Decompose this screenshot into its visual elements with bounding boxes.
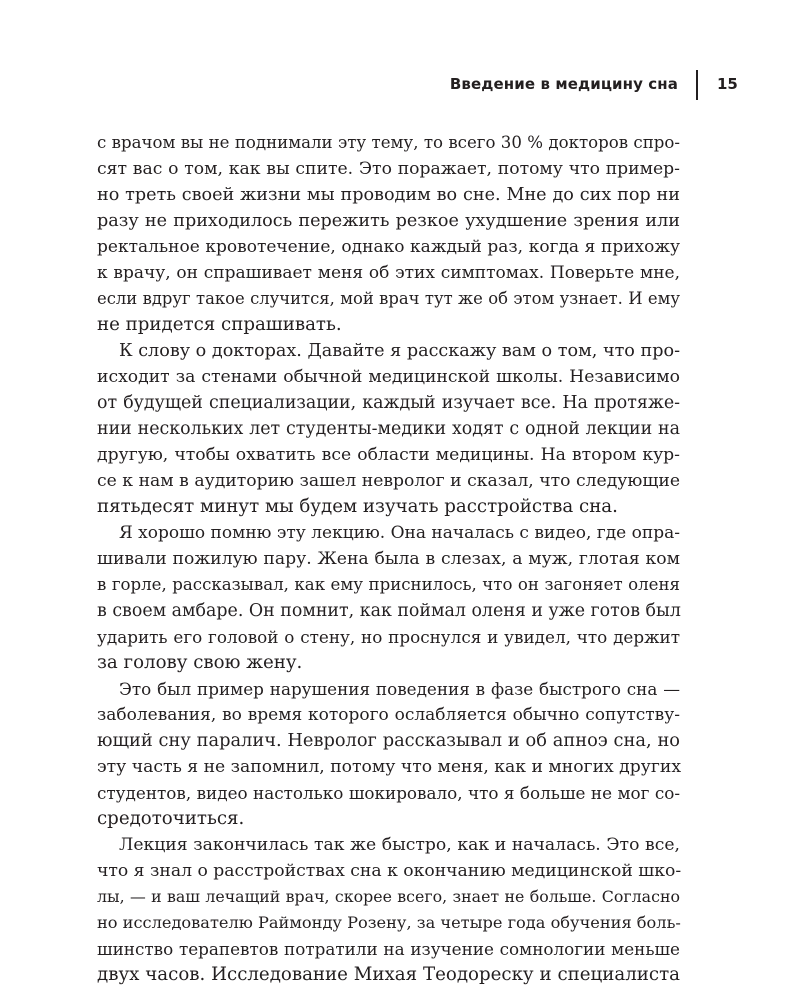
text-line: с врачом вы не поднимали эту тему, то всего 30 % докторов спро- xyxy=(97,133,680,152)
text-line: в горле, рассказывал, как ему приснилось, что он загоняет оленя xyxy=(97,575,680,594)
text-line: средоточиться. xyxy=(97,808,245,829)
text-line: Я хорошо помню эту лекцию. Она началась с видео, где опра- xyxy=(119,523,680,543)
text-line: но треть своей жизни мы проводим во сне. Мне до сих пор ни xyxy=(97,185,680,205)
text-line: Лекция закончилась так же быстро, как и началась. Это все, xyxy=(119,835,680,855)
text-line: сят вас о том, как вы спите. Это поражает, потому что пример- xyxy=(97,159,680,179)
text-line: шинство терапевтов потратили на изучение сомнологии меньше xyxy=(97,939,680,959)
page-number: 15 xyxy=(717,75,738,93)
text-line: ректальное кровотечение, однако каждый раз, когда я прихожу xyxy=(97,237,680,257)
text-line: заболевания, во время которого ослабляется обычно сопутству- xyxy=(97,705,680,725)
text-line: двух часов. Исследование Михая Теодореску и специалиста xyxy=(97,964,680,985)
text-line: другую, чтобы охватить все области медицины. На втором кур- xyxy=(97,445,680,465)
text-line: шивали пожилую пару. Жена была в слезах, а муж, глотая ком xyxy=(97,549,680,569)
text-line: Это был пример нарушения поведения в фазе быстрого сна — xyxy=(119,679,680,699)
text-line: что я знал о расстройствах сна к окончанию медицинской шко- xyxy=(97,861,682,881)
text-line: ударить его головой о стену, но проснулся и увидел, что держит xyxy=(97,627,680,647)
text-line: нии нескольких лет студенты-медики ходят с одной лекции на xyxy=(97,419,680,439)
header-divider xyxy=(696,70,698,100)
text-line: пятьдесят минут мы будем изучать расстройства сна. xyxy=(97,496,618,517)
text-line: в своем амбаре. Он помнит, как поймал оленя и уже готов был xyxy=(97,601,681,621)
text-line: разу не приходилось пережить резкое ухудшение зрения или xyxy=(97,211,680,231)
text-line: но исследователю Раймонду Розену, за четыре года обучения боль- xyxy=(97,913,681,932)
chapter-title: Введение в медицину сна xyxy=(449,75,678,93)
text-line: исходит за стенами обычной медицинской школы. Независимо xyxy=(97,367,680,387)
text-line: К слову о докторах. Давайте я расскажу вам о том, что про- xyxy=(119,341,681,361)
text-line: за голову свою жену. xyxy=(97,652,303,673)
body-text xyxy=(97,130,680,988)
text-line: не придется спрашивать. xyxy=(97,314,342,335)
text-line: от будущей специализации, каждый изучает все. На протяже- xyxy=(97,393,680,413)
text-line: студентов, видео настолько шокировало, что я больше не мог со- xyxy=(97,783,680,803)
text-line: если вдруг такое случится, мой врач тут же об этом узнает. И ему xyxy=(97,289,680,308)
running-header xyxy=(0,70,800,102)
text-line: эту часть я не запомнил, потому что меня, как и многих других xyxy=(97,757,682,777)
text-line: ющий сну паралич. Невролог рассказывал и об апноэ сна, но xyxy=(97,730,680,751)
text-line: се к нам в аудиторию зашел невролог и сказал, что следующие xyxy=(97,471,680,491)
text-line: лы, — и ваш лечащий врач, скорее всего, знает не больше. Согласно xyxy=(97,887,680,906)
text-line: к врачу, он спрашивает меня об этих симптомах. Поверьте мне, xyxy=(97,263,680,283)
